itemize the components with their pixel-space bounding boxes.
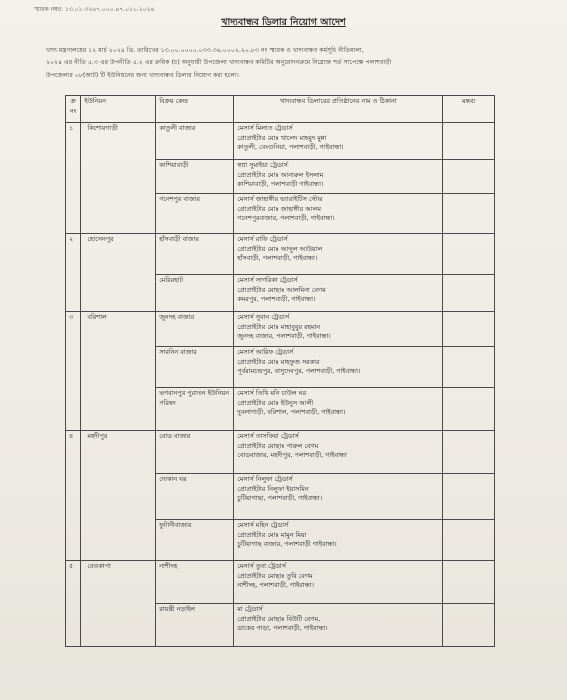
dealer-line: মেসার্স সাগরিকা ট্রেডার্স — [237, 276, 298, 284]
dealer-table — [65, 95, 495, 647]
dealer-cell — [234, 561, 443, 604]
dealer-line: ডাকের পাড়া, পলাশবাড়ী, গাইবান্ধা। — [237, 624, 328, 632]
table-row — [66, 431, 495, 474]
sales-center-cell: নাশীদহ — [156, 561, 234, 604]
dealer-line: চুটিয়াগাছা, পলাশবাড়ী, গাইবান্ধা। — [237, 494, 323, 502]
table-row — [66, 123, 495, 160]
sales-center-cell: ভগবানপুর পুরাতন ইউনিয়ন পরিষদ — [156, 388, 234, 431]
dealer-line: প্রোপ্রাইটার মোঃ জাহাঙ্গীর আলম — [237, 204, 321, 213]
sales-center-cell: সাবনিন বাজার — [156, 347, 234, 388]
dealer-line: জুনদহ বাজার, পলাশবাড়ী, গাইবান্ধা। — [237, 332, 331, 340]
dealer-line: মেসার্স তিথি মনি চাউল ঘর — [237, 389, 307, 397]
sales-center-cell: হাঁসবাড়ী বাজার — [156, 234, 234, 275]
remarks-cell — [443, 388, 495, 431]
sales-center-cell: মেরিরহাট — [156, 275, 234, 312]
dealer-line: নাশীদহ, পলাশবাড়ী, গাইবান্ধা। — [237, 581, 314, 589]
dealer-line: প্রোপ্রাইটার মোঃ ইউনুস আলী — [237, 398, 314, 407]
dealer-line: মেসার্স সুবান ট্রেডার্স — [237, 313, 290, 321]
dealer-line: মেসার্স তুবা ট্রেডার্স — [237, 562, 286, 570]
dealer-cell — [234, 520, 443, 561]
sales-center-cell: জুনদহ বাজার — [156, 312, 234, 347]
sales-center-cell: ফুটানীবাজার — [156, 520, 234, 561]
dealer-line: প্রোপ্রাইটার মোছাঃ বিউটি বেগম, — [237, 614, 321, 623]
remarks-cell — [443, 234, 495, 275]
dealer-line: প্রোপ্রাইটার মোঃ মামুন মিয়া — [237, 530, 307, 539]
union-cell: বেতকাপা — [81, 561, 156, 647]
dealer-cell — [234, 123, 443, 160]
dealer-line: চুটিয়াগাছ বাজার, পলাশবাড়ী গাইবান্ধা। — [237, 540, 337, 548]
sales-center-cell: বোড বাজার — [156, 431, 234, 474]
table-row — [66, 561, 495, 604]
dealer-cell — [234, 194, 443, 234]
dealer-line: প্রোপ্রাইটার মোছাঃ তুবি বেগম — [237, 571, 313, 580]
sales-center-cell: দোকান ঘর — [156, 474, 234, 520]
serial-cell: ১ — [66, 123, 81, 234]
dealer-table-container — [65, 95, 495, 647]
dealer-line: প্রোপ্রাইটার মোঃ মাহফুজ সরকার — [237, 357, 320, 366]
dealer-line: গনেশপুরবাজার, পলাশবাড়ী, গাইবান্ধা। — [237, 214, 335, 222]
intro-line: ২০২৪ এর নীতি ৫.৩ এর উপনীতি ৫.২ এর ক্রমিক (চ) অনুযায়ী উপজেলা খাদ্যবান্ধব কমিটির অনুমোদনক্রমে নিম্নোক্ত শর্ত সাপেক্ষে পলাশবাড়ী — [46, 59, 392, 67]
intro-line: খাদ্য মন্ত্রণালয়ের ১২ মার্চ ২০২৪ খ্রি. তারিখের ১৩.০০.০০০০.০৩৩.৩৬.০০০২.২০.৮৩ নং স্মারক ও খাদ্যবান্ধব কর্মসূচি নীতিমালা, — [46, 47, 364, 54]
dealer-line: প্রোপ্রাইটার মোছাঃ আলমিনা বেগম — [237, 285, 326, 294]
serial-cell: ৫ — [66, 561, 81, 647]
dealer-cell — [234, 431, 443, 474]
dealer-line: মা ট্রেডার্স — [237, 605, 263, 613]
memo-number: স্মারক নম্বর: ১৩.০১.৩২৬৭.০০০.৪৭.০১০.২০২৪ — [34, 6, 155, 13]
dealer-line: বোডবাজার, মহদীপুর, পলাশবাড়ী, গাইবান্ধা — [237, 451, 347, 459]
dealer-line: প্রোপ্রাইটার মোঃ আব্দুল আউয়াল — [237, 244, 323, 253]
dealer-cell — [234, 160, 443, 194]
remarks-cell — [443, 561, 495, 604]
serial-cell: ৩ — [66, 312, 81, 431]
dealer-line: মেসার্স রাফি ট্রেডার্স — [237, 235, 288, 243]
intro-line: উপজেলার ০৮(আট) টি ইউনিয়নের জন্য খাদ্যবান্ধব ডিলার নিয়োগ করা হলো। — [46, 71, 239, 79]
remarks-cell — [443, 312, 495, 347]
dealer-cell — [234, 234, 443, 275]
header-sales-center: বিক্রয় কেন্দ্র — [156, 96, 234, 123]
remarks-cell — [443, 275, 495, 312]
header-union: ইউনিয়ন — [81, 96, 156, 123]
remarks-cell — [443, 520, 495, 561]
union-cell: কিশোরগাড়ী — [81, 123, 156, 234]
dealer-line: কাশিয়াবাড়ী, পলাশবাড়ী গাইবান্ধা। — [237, 180, 324, 188]
intro-paragraph — [46, 45, 526, 82]
remarks-cell — [443, 474, 495, 520]
remarks-cell — [443, 160, 495, 194]
remarks-cell — [443, 604, 495, 647]
dealer-line: কাতুলী, বেংগুনিয়া, পলাশবাড়ী, গাইবান্ধা। — [237, 143, 344, 151]
header-dealer: খাদ্যবান্ধব ডিলারের প্রতিষ্ঠানের নাম ও ঠিকানা — [234, 96, 443, 123]
dealer-line: মেসার্স মিলাত ট্রেডার্স — [237, 124, 293, 132]
dealer-line: হাঁসবাড়ী, পলাশবাড়ী, গাইবান্ধা। — [237, 254, 318, 262]
sales-center-cell: কাশিয়াবাড়ী — [156, 160, 234, 194]
table-header-row — [66, 96, 495, 123]
union-cell: মহদীপুর — [81, 431, 156, 561]
dealer-line: মেসার্স নিলুফা ট্রেডার্স — [237, 475, 293, 483]
dealer-line: মেসার্স মহিন ট্রেডার্স — [237, 521, 289, 529]
dealer-line: প্রোপ্রাইটার মোঃ খালেদ মাহমুদ মুন্না — [237, 133, 327, 142]
sales-center-cell: রায়ন্ত্রী নড়াইল — [156, 604, 234, 647]
remarks-cell — [443, 123, 495, 160]
dealer-line: পূর্বরামচন্দ্রপুর, বাসুদেবপুর, পলাশবাড়ী, গাইবান্ধা। — [237, 367, 361, 375]
dealer-line: কমরপুর, পলাশবাড়ী, গাইবান্ধা। — [237, 295, 316, 303]
dealer-line: প্রোপ্রাইটার নিলুফা ইয়াসমিন — [237, 484, 309, 493]
dealer-line: মেসার্স আরিফ ট্রেডার্স — [237, 348, 294, 356]
dealer-cell — [234, 604, 443, 647]
dealer-line: প্রোপ্রাইটার মোঃ আনারুল ইসলাম — [237, 170, 324, 179]
dealer-line: দুবলাগাড়ী, বরিশাল, পলাশবাড়ী, গাইবান্ধা। — [237, 408, 346, 416]
remarks-cell — [443, 194, 495, 234]
union-cell: হোসেনপুর — [81, 234, 156, 312]
dealer-cell — [234, 388, 443, 431]
serial-cell: ৪ — [66, 431, 81, 561]
dealer-cell — [234, 474, 443, 520]
page-title: খাদ্যবান্ধব ডিলার নিয়োগ আদেশ — [221, 17, 346, 28]
dealer-line: প্রোপ্রাইটার মোছাঃ পারুল বেগম — [237, 441, 319, 450]
table-row — [66, 312, 495, 347]
serial-cell: ২ — [66, 234, 81, 312]
sales-center-cell: গনেশপুর বাজার — [156, 194, 234, 234]
dealer-cell — [234, 312, 443, 347]
dealer-line: মেসার্স জাহাঙ্গীর ভ্যারাইটিস স্টোর — [237, 195, 323, 203]
dealer-line: মেসার্স তাসফিয়া ট্রেডার্স — [237, 432, 299, 440]
sales-center-cell: কাতুলী বাজার — [156, 123, 234, 160]
remarks-cell — [443, 431, 495, 474]
remarks-cell — [443, 347, 495, 388]
table-row — [66, 234, 495, 275]
dealer-cell — [234, 275, 443, 312]
dealer-line: প্রোপ্রাইটার মোঃ মাহাবুবুর রহমান — [237, 322, 321, 331]
union-cell: বরিশাল — [81, 312, 156, 431]
dealer-line: স্বপ্না সুমাইয়া ট্রেডার্স — [237, 161, 288, 169]
header-remarks: মন্তব্য — [443, 96, 495, 123]
dealer-cell — [234, 347, 443, 388]
header-serial: ক্র নং — [66, 96, 81, 123]
table-body — [66, 123, 495, 647]
